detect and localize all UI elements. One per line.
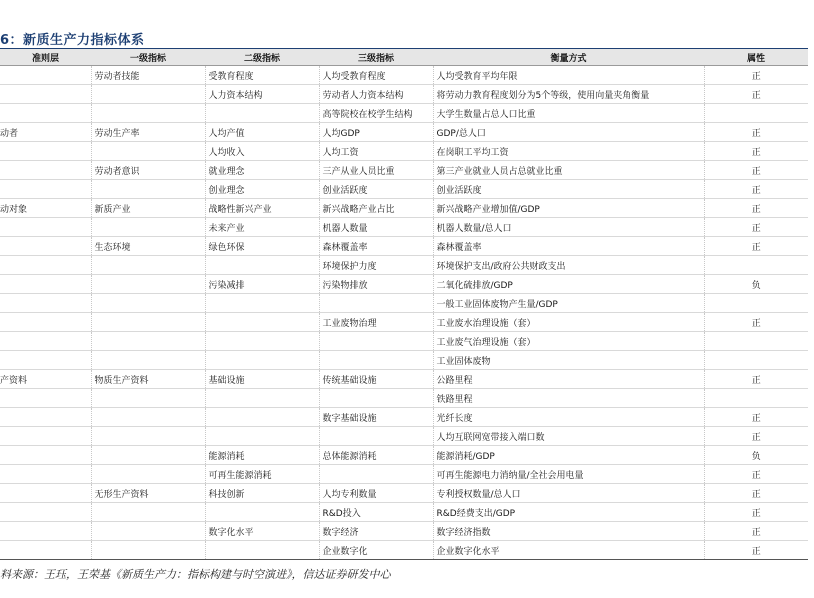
cell-attribute: 正 — [704, 427, 808, 446]
cell-measure: 企业数字化水平 — [433, 541, 704, 560]
cell-level2: 可再生能源消耗 — [205, 465, 319, 484]
table-row — [0, 427, 808, 446]
table-row — [0, 85, 808, 104]
cell-level2 — [205, 104, 319, 123]
table-row — [0, 503, 808, 522]
table-row — [0, 351, 808, 370]
table-row — [0, 275, 808, 294]
cell-criterion-layer — [0, 85, 91, 104]
cell-criterion-layer — [0, 408, 91, 427]
cell-level1 — [91, 389, 205, 408]
cell-criterion-layer — [0, 484, 91, 503]
cell-measure: 光纤长度 — [433, 408, 704, 427]
cell-level1: 劳动者技能 — [91, 66, 205, 85]
cell-criterion-layer — [0, 427, 91, 446]
table-row — [0, 408, 808, 427]
table-row — [0, 180, 808, 199]
cell-criterion-layer — [0, 541, 91, 560]
cell-criterion-layer — [0, 218, 91, 237]
cell-level3: 人均受教育程度 — [319, 66, 433, 85]
cell-attribute — [704, 104, 808, 123]
cell-level1: 新质产业 — [91, 199, 205, 218]
header-level3: 三级指标 — [319, 49, 433, 66]
cell-measure: 森林覆盖率 — [433, 237, 704, 256]
table-row — [0, 370, 808, 389]
cell-level2: 数字化水平 — [205, 522, 319, 541]
cell-level3: R&D投入 — [319, 503, 433, 522]
cell-measure: 机器人数量/总人口 — [433, 218, 704, 237]
cell-measure: 第三产业就业人员占总就业比重 — [433, 161, 704, 180]
cell-criterion-layer: 产资料 — [0, 370, 91, 389]
cell-measure: GDP/总人口 — [433, 123, 704, 142]
cell-criterion-layer — [0, 522, 91, 541]
cell-attribute: 正 — [704, 370, 808, 389]
cell-level2 — [205, 313, 319, 332]
table-row — [0, 237, 808, 256]
cell-criterion-layer: 动对象 — [0, 199, 91, 218]
cell-level1 — [91, 85, 205, 104]
header-attribute: 属性 — [704, 49, 808, 66]
cell-criterion-layer — [0, 313, 91, 332]
cell-criterion-layer — [0, 446, 91, 465]
cell-criterion-layer — [0, 180, 91, 199]
cell-attribute: 正 — [704, 199, 808, 218]
cell-level2 — [205, 541, 319, 560]
cell-measure: 创业活跃度 — [433, 180, 704, 199]
cell-level2 — [205, 294, 319, 313]
cell-measure: 可再生能源电力消纳量/全社会用电量 — [433, 465, 704, 484]
cell-level1 — [91, 332, 205, 351]
cell-level2: 绿色环保 — [205, 237, 319, 256]
cell-measure: 新兴战略产业增加值/GDP — [433, 199, 704, 218]
cell-level2 — [205, 408, 319, 427]
cell-criterion-layer — [0, 465, 91, 484]
cell-attribute: 正 — [704, 503, 808, 522]
cell-level1 — [91, 351, 205, 370]
cell-measure: 在岗职工平均工资 — [433, 142, 704, 161]
cell-level3 — [319, 427, 433, 446]
cell-level3: 机器人数量 — [319, 218, 433, 237]
cell-level3: 人均工资 — [319, 142, 433, 161]
cell-attribute: 正 — [704, 484, 808, 503]
table-row — [0, 294, 808, 313]
table-row — [0, 484, 808, 503]
cell-level3: 人均GDP — [319, 123, 433, 142]
cell-level1 — [91, 256, 205, 275]
table-row — [0, 161, 808, 180]
cell-criterion-layer — [0, 142, 91, 161]
cell-measure: 铁路里程 — [433, 389, 704, 408]
cell-level2: 能源消耗 — [205, 446, 319, 465]
cell-level3: 三产从业人员比重 — [319, 161, 433, 180]
cell-level2: 污染减排 — [205, 275, 319, 294]
cell-level3 — [319, 351, 433, 370]
cell-level3: 污染物排放 — [319, 275, 433, 294]
header-row — [0, 49, 808, 66]
cell-level1 — [91, 313, 205, 332]
cell-measure: 二氧化硫排放/GDP — [433, 275, 704, 294]
header-measure: 衡量方式 — [433, 49, 704, 66]
cell-level2 — [205, 389, 319, 408]
cell-level1: 生态环境 — [91, 237, 205, 256]
cell-measure: 环境保护支出/政府公共财政支出 — [433, 256, 704, 275]
cell-level2: 人均产值 — [205, 123, 319, 142]
cell-attribute: 正 — [704, 218, 808, 237]
cell-level3: 创业活跃度 — [319, 180, 433, 199]
cell-measure: 数字经济指数 — [433, 522, 704, 541]
cell-level2 — [205, 256, 319, 275]
table-row — [0, 142, 808, 161]
header-level1: 一级指标 — [91, 49, 205, 66]
cell-measure: 能源消耗/GDP — [433, 446, 704, 465]
cell-level2: 就业理念 — [205, 161, 319, 180]
cell-level3 — [319, 465, 433, 484]
cell-criterion-layer — [0, 161, 91, 180]
cell-criterion-layer — [0, 351, 91, 370]
cell-attribute: 正 — [704, 161, 808, 180]
table-row — [0, 104, 808, 123]
cell-level1: 无形生产资料 — [91, 484, 205, 503]
table-row — [0, 218, 808, 237]
cell-level3: 人均专利数量 — [319, 484, 433, 503]
cell-level1 — [91, 294, 205, 313]
cell-level3: 环境保护力度 — [319, 256, 433, 275]
cell-level2: 科技创新 — [205, 484, 319, 503]
cell-measure: 工业废水治理设施（套） — [433, 313, 704, 332]
cell-level3 — [319, 294, 433, 313]
cell-level3: 数字经济 — [319, 522, 433, 541]
cell-measure: 公路里程 — [433, 370, 704, 389]
cell-attribute: 正 — [704, 408, 808, 427]
table-title: 6：新质生产力指标体系 — [0, 33, 145, 48]
table-row — [0, 66, 808, 85]
table-row — [0, 313, 808, 332]
indicator-table — [0, 49, 808, 560]
cell-level3: 工业废物治理 — [319, 313, 433, 332]
cell-criterion-layer — [0, 294, 91, 313]
cell-measure: 工业废气治理设施（套） — [433, 332, 704, 351]
cell-level2 — [205, 503, 319, 522]
cell-attribute: 正 — [704, 541, 808, 560]
cell-level2 — [205, 351, 319, 370]
cell-level3: 总体能源消耗 — [319, 446, 433, 465]
cell-criterion-layer — [0, 104, 91, 123]
cell-level1 — [91, 104, 205, 123]
cell-attribute: 正 — [704, 66, 808, 85]
cell-level3: 高等院校在校学生结构 — [319, 104, 433, 123]
cell-level1: 物质生产资料 — [91, 370, 205, 389]
table-row — [0, 199, 808, 218]
cell-level3 — [319, 332, 433, 351]
cell-attribute — [704, 389, 808, 408]
cell-level3: 新兴战略产业占比 — [319, 199, 433, 218]
cell-level1: 劳动者意识 — [91, 161, 205, 180]
source-note: 料来源：王珏，王荣基《新质生产力：指标构建与时空演进》，信达证券研发中心 — [0, 568, 391, 581]
cell-level1 — [91, 218, 205, 237]
cell-criterion-layer: 动者 — [0, 123, 91, 142]
cell-measure: 大学生数量占总人口比重 — [433, 104, 704, 123]
header-criterion-layer: 准则层 — [0, 49, 91, 66]
cell-level1 — [91, 465, 205, 484]
cell-criterion-layer — [0, 503, 91, 522]
table-row — [0, 522, 808, 541]
cell-level1 — [91, 275, 205, 294]
table-row — [0, 389, 808, 408]
cell-measure: 工业固体废物 — [433, 351, 704, 370]
cell-criterion-layer — [0, 332, 91, 351]
cell-criterion-layer — [0, 256, 91, 275]
cell-level3 — [319, 389, 433, 408]
cell-measure: 人均互联网宽带接入端口数 — [433, 427, 704, 446]
cell-level2 — [205, 427, 319, 446]
cell-level2: 创业理念 — [205, 180, 319, 199]
cell-level1 — [91, 446, 205, 465]
cell-level2: 人力资本结构 — [205, 85, 319, 104]
cell-attribute: 正 — [704, 85, 808, 104]
cell-level2: 战略性新兴产业 — [205, 199, 319, 218]
table-row — [0, 541, 808, 560]
cell-level1 — [91, 142, 205, 161]
cell-measure: R&D经费支出/GDP — [433, 503, 704, 522]
cell-level1 — [91, 541, 205, 560]
cell-level3: 森林覆盖率 — [319, 237, 433, 256]
table-row — [0, 465, 808, 484]
cell-attribute: 正 — [704, 313, 808, 332]
cell-attribute: 正 — [704, 522, 808, 541]
cell-level2: 人均收入 — [205, 142, 319, 161]
cell-level1 — [91, 427, 205, 446]
cell-level2: 基础设施 — [205, 370, 319, 389]
cell-level1: 劳动生产率 — [91, 123, 205, 142]
cell-attribute: 负 — [704, 446, 808, 465]
cell-criterion-layer — [0, 237, 91, 256]
cell-level2: 受教育程度 — [205, 66, 319, 85]
cell-criterion-layer — [0, 275, 91, 294]
cell-level2: 未来产业 — [205, 218, 319, 237]
cell-criterion-layer — [0, 66, 91, 85]
cell-attribute: 正 — [704, 180, 808, 199]
cell-attribute — [704, 332, 808, 351]
cell-measure: 一般工业固体废物产生量/GDP — [433, 294, 704, 313]
cell-attribute: 负 — [704, 275, 808, 294]
cell-measure: 将劳动力教育程度划分为5个等级，使用向量夹角衡量 — [433, 85, 704, 104]
cell-level1 — [91, 503, 205, 522]
cell-measure: 专利授权数量/总人口 — [433, 484, 704, 503]
table-row — [0, 123, 808, 142]
cell-measure: 人均受教育平均年限 — [433, 66, 704, 85]
cell-attribute: 正 — [704, 465, 808, 484]
cell-criterion-layer — [0, 389, 91, 408]
cell-attribute — [704, 351, 808, 370]
cell-level3: 企业数字化 — [319, 541, 433, 560]
table-row — [0, 256, 808, 275]
cell-level1 — [91, 408, 205, 427]
cell-attribute — [704, 256, 808, 275]
cell-attribute: 正 — [704, 237, 808, 256]
cell-level2 — [205, 332, 319, 351]
cell-level3: 传统基础设施 — [319, 370, 433, 389]
header-level2: 二级指标 — [205, 49, 319, 66]
cell-attribute: 正 — [704, 123, 808, 142]
cell-level1 — [91, 522, 205, 541]
table-row — [0, 332, 808, 351]
cell-attribute — [704, 294, 808, 313]
table-row — [0, 446, 808, 465]
cell-level3: 数字基础设施 — [319, 408, 433, 427]
cell-attribute: 正 — [704, 142, 808, 161]
cell-level3: 劳动者人力资本结构 — [319, 85, 433, 104]
cell-level1 — [91, 180, 205, 199]
